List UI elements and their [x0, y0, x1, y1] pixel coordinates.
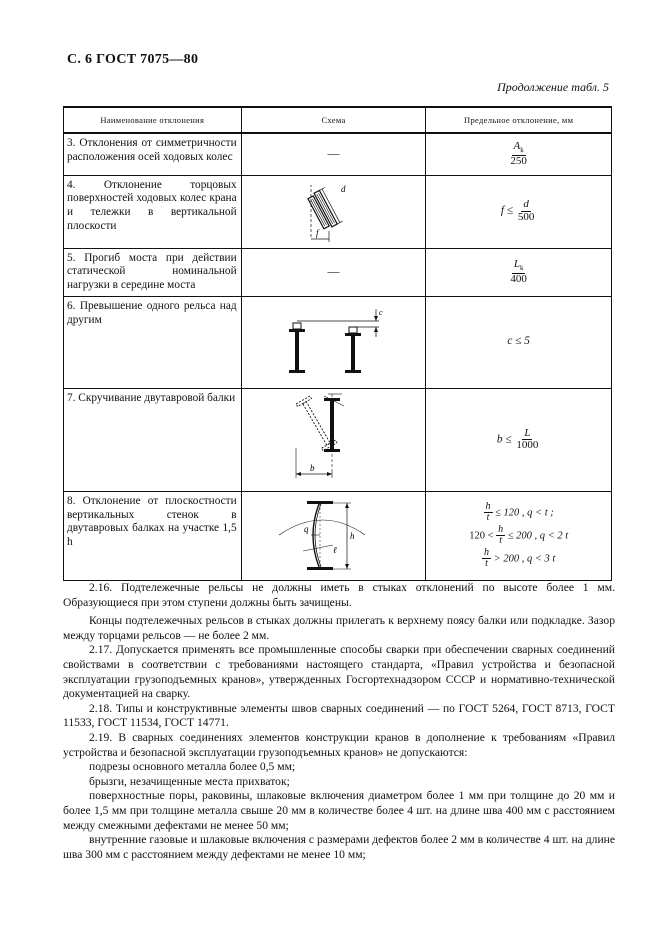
table-continuation-label: Продолжение табл. 5 — [497, 80, 609, 94]
deviation-name: 5. Прогиб моста при действии статической номинальной нагрузки в середине моста — [64, 248, 242, 296]
limit-fraction: $\frac{L}{1000}$ — [516, 426, 539, 452]
list-item: брызги, незачищенные места прихваток; — [89, 774, 290, 788]
paragraph: 2.17. Допускается применять все промышленные способы сварки при обеспечении сварных соединений свойствами в соответствии с требованиями настоящего стандарта, «Правил устройства и безопасной эксплуатации грузоподъемных кранов», утвержденных Госгортехнадзором СССР и нормативно-технической документацией на сварку. — [63, 643, 615, 701]
limit-condition: $\frac{h}{t}$ > 200 , q < 3 t — [484, 546, 556, 570]
deviation-name: 8. Отклонение от плоскостности вертикальных стенок в двутавровых балках на участке 1,5 h — [64, 491, 242, 580]
scheme-cell — [241, 248, 426, 296]
web-flatness-diagram — [273, 495, 393, 577]
wheel-tilt-diagram — [293, 179, 373, 245]
table-row — [64, 491, 612, 580]
label-l: ℓ — [333, 544, 338, 555]
list-item: подрезы основного металла более 0,5 мм; — [89, 760, 296, 774]
table-row — [64, 175, 612, 248]
scheme-cell — [241, 491, 426, 580]
label-f: f — [316, 227, 319, 238]
deviations-table — [63, 106, 612, 581]
rail-elevation-diagram — [273, 303, 393, 381]
table-header-row — [64, 107, 612, 133]
scheme-dash: — — [327, 264, 340, 279]
label-b: b — [310, 462, 315, 473]
deviation-name: 7. Скручивание двутавровой балки — [64, 388, 242, 491]
table-row — [64, 133, 612, 175]
limit-cell: f ≤ $\frac{d}{500}$ — [426, 175, 612, 248]
paragraph: 2.18. Типы и конструктивные элементы швов сварных соединений — по ГОСТ 5264, ГОСТ 8713, ГОСТ 11533, ГОСТ 11534, ГОСТ 14771. — [63, 701, 615, 730]
deviation-name: 4. Отклонение торцовых поверхностей ходовых колес крана и тележки в вертикальной плоскости — [64, 175, 242, 248]
label-c: c — [379, 308, 384, 318]
column-header-name: Наименование отклонения — [64, 107, 242, 133]
limit-condition: 120 < $\frac{h}{t}$ ≤ 200 , q < 2 t — [469, 523, 569, 547]
table-row — [64, 296, 612, 388]
column-header-scheme: Схема — [241, 107, 426, 133]
label-q: q — [304, 523, 309, 534]
scheme-dash: — — [327, 146, 340, 161]
list-item: внутренние газовые и шлаковые включения с размерами дефектов более 2 мм в количестве 4 шт. на длине шва 300 мм с расстоянием между дефектами не менее 10 мм; — [63, 833, 615, 861]
limit-cell: b ≤ $\frac{L}{1000}$ — [426, 388, 612, 491]
deviation-name: 6. Превышение одного рельса над другим — [64, 296, 242, 388]
table-row — [64, 388, 612, 491]
limit-fraction: $\frac{A_k}{250}$ — [510, 140, 527, 167]
limit-cell — [426, 133, 612, 175]
limit-fraction: $\frac{d}{500}$ — [517, 198, 535, 223]
scheme-cell — [241, 388, 426, 491]
body-text — [63, 581, 615, 862]
page-title: С. 6 ГОСТ 7075—80 — [67, 52, 199, 67]
scheme-cell — [241, 133, 426, 175]
column-header-limit: Предельное отклонение, мм — [426, 107, 612, 133]
scheme-cell — [241, 296, 426, 388]
limit-cell — [426, 491, 612, 580]
label-d: d — [341, 183, 346, 194]
limit-condition: $\frac{h}{t}$ ≤ 120 , q < t ; — [485, 500, 554, 524]
deviation-name: 3. Отклонения от симметричности расположения осей ходовых колес — [64, 133, 242, 175]
list-item: поверхностные поры, раковины, шлаковые включения диаметром более 1 мм при толщине до 20 мм и более 1,5 мм при толщине металла свыше 20 мм в количестве более 4 шт. на длине шва 400 мм с расстоянием между смежными дефектами не менее 50 мм; — [63, 789, 615, 832]
scheme-cell — [241, 175, 426, 248]
paragraph: Концы подтележечных рельсов в стыках должны прилегать к верхнему поясу балки или подкладке. Зазор между торцами рельсов — не более 2 мм. — [63, 614, 615, 642]
limit-text: c ≤ 5 — [507, 335, 530, 348]
limit-cell — [426, 296, 612, 388]
limit-cell — [426, 248, 612, 296]
label-h: h — [350, 530, 355, 541]
paragraph: 2.19. В сварных соединениях элементов конструкции кранов в дополнение к требованиям «Правил устройства и безопасной эксплуатации грузоподъемных кранов» не допускаются: — [63, 730, 615, 759]
table-row — [64, 248, 612, 296]
paragraph: 2.16. Подтележечные рельсы не должны иметь в стыках отклонений по высоте более 1 мм. Образующиеся при этом ступени должны быть зачищены. — [63, 581, 615, 609]
beam-twist-diagram — [278, 392, 388, 488]
limit-fraction: $\frac{L_k}{400}$ — [510, 258, 527, 285]
